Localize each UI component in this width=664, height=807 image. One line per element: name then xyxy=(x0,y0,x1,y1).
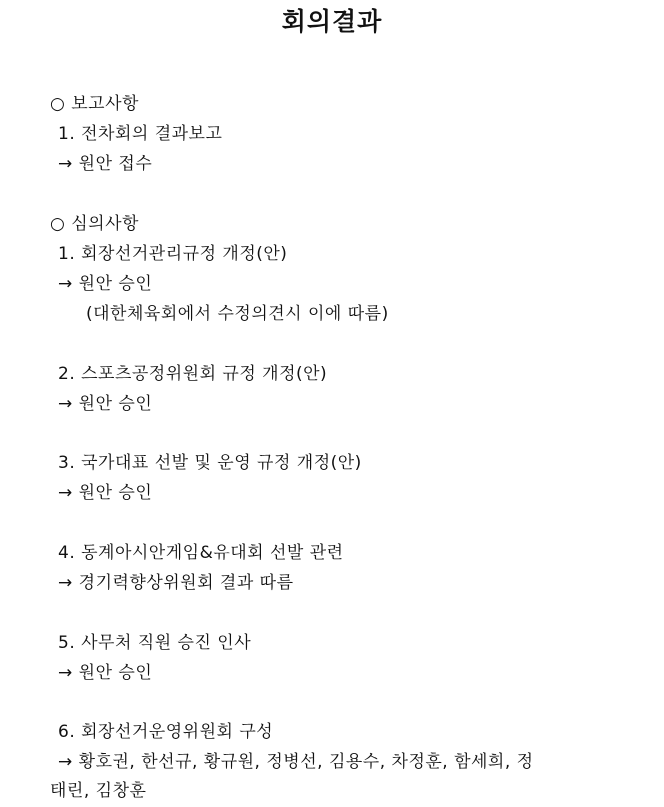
deliberation-item-1-result: → 원안 승인 xyxy=(58,274,153,294)
deliberation-item-1-note: (대한체육회에서 수정의견시 이에 따름) xyxy=(86,304,389,324)
deliberation-item-5-result: → 원안 승인 xyxy=(58,663,153,683)
deliberation-item-6-result: → 황호권, 한선규, 황규원, 정병선, 김용수, 차정훈, 함세희, 정 xyxy=(58,752,534,772)
report-section-heading: ○ 보고사항 xyxy=(50,94,139,114)
deliberation-item-2-result: → 원안 승인 xyxy=(58,394,153,414)
report-item-1-label: 1. 전차회의 결과보고 xyxy=(58,124,223,144)
report-item-1-result: → 원안 접수 xyxy=(58,154,153,174)
deliberation-item-6-result-continued: 태린, 김창훈 xyxy=(50,781,147,801)
deliberation-item-2-label: 2. 스포츠공정위원회 규정 개정(안) xyxy=(58,364,328,384)
deliberation-item-3-label: 3. 국가대표 선발 및 운영 규정 개정(안) xyxy=(58,453,362,473)
deliberation-item-6-label: 6. 회장선거운영위원회 구성 xyxy=(58,722,274,742)
deliberation-item-4-result: → 경기력향상위원회 결과 따름 xyxy=(58,573,294,593)
deliberation-section-heading: ○ 심의사항 xyxy=(50,214,139,234)
deliberation-item-5-label: 5. 사무처 직원 승진 인사 xyxy=(58,633,252,653)
document-title: 회의결과 xyxy=(281,7,383,36)
deliberation-item-4-label: 4. 동계아시안게임&유대회 선발 관련 xyxy=(58,543,344,563)
deliberation-item-1-label: 1. 회장선거관리규정 개정(안) xyxy=(58,244,288,264)
deliberation-item-3-result: → 원안 승인 xyxy=(58,483,153,503)
